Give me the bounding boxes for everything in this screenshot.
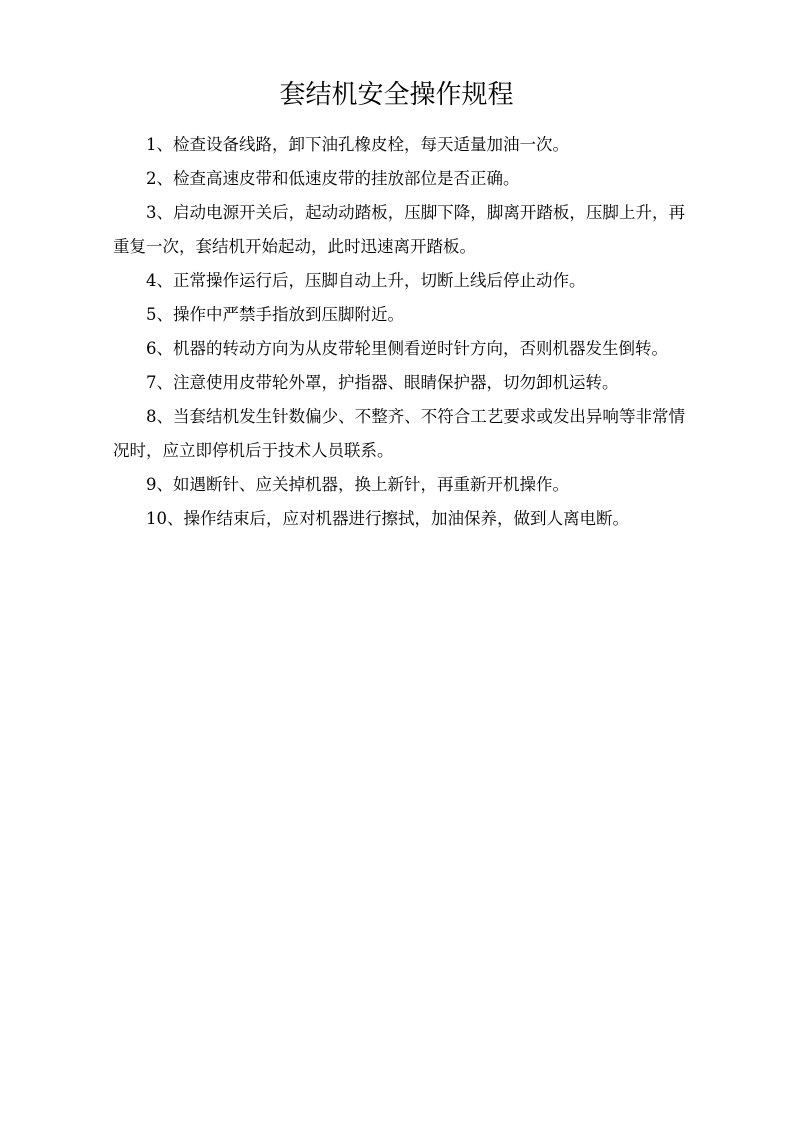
paragraph-rule-10: 10、操作结束后，应对机器进行擦拭，加油保养，做到人离电断。: [146, 509, 629, 528]
paragraph-rule-7: 7、注意使用皮带轮外罩，护指器、眼睛保护器，切勿卸机运转。: [146, 373, 619, 392]
paragraph-rule-1: 1、检查设备线路，卸下油孔橡皮栓，每天适量加油一次。: [146, 135, 569, 154]
paragraph-rule-9: 9、如遇断针、应关掉机器，换上新针，再重新开机操作。: [146, 475, 569, 494]
paragraph-rule-2: 2、检查高速皮带和低速皮带的挂放部位是否正确。: [146, 169, 520, 188]
paragraph-rule-5: 5、操作中严禁手指放到压脚附近。: [146, 305, 404, 324]
document-body: [113, 128, 685, 536]
paragraph-rule-8: 8、当套结机发生针数偏少、不整齐、不符合工艺要求或发出异响等非常情况时，应立即停机后于技术人员联系。: [113, 407, 685, 460]
document-title: 套结机安全操作规程: [279, 80, 514, 110]
paragraph-rule-3: 3、启动电源开关后，起动动踏板，压脚下降，脚离开踏板，压脚上升，再重复一次，套结机开始起动，此时迅速离开踏板。: [113, 203, 685, 256]
paragraph-rule-4: 4、正常操作运行后，压脚自动上升，切断上线后停止动作。: [146, 271, 586, 290]
paragraph-rule-6: 6、机器的转动方向为从皮带轮里侧看逆时针方向，否则机器发生倒转。: [146, 339, 668, 358]
